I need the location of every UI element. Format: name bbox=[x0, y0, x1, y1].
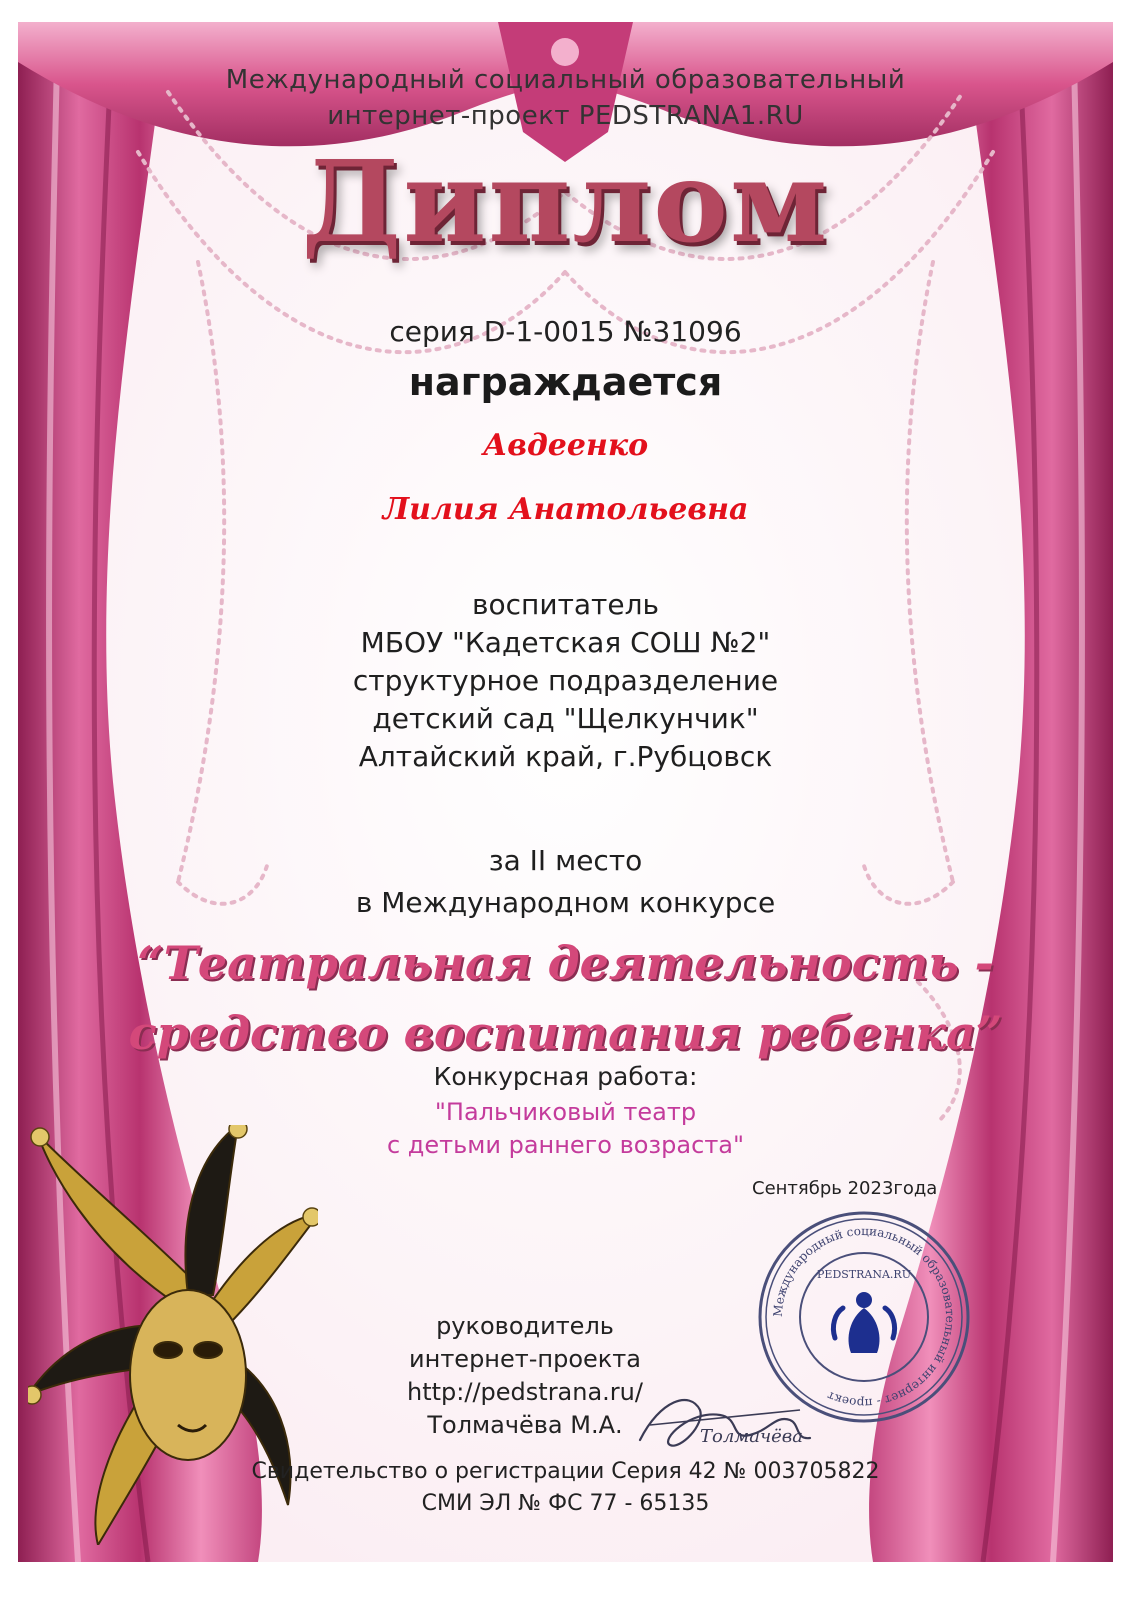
awarded-label: награждается bbox=[408, 360, 723, 404]
leader-name: Толмачёва М.А. bbox=[427, 1411, 623, 1439]
contest-name-line-1: “Театральная деятельность - bbox=[137, 936, 994, 990]
work-title-line-2: с детьми раннего возраста" bbox=[386, 1131, 745, 1159]
registration-certificate: Свидетельство о регистрации Серия 42 № 003705822 bbox=[251, 1459, 880, 1484]
position: воспитатель bbox=[472, 588, 659, 621]
seal-center-text: PEDSTRANA.RU bbox=[817, 1268, 911, 1281]
leader-title: руководитель bbox=[436, 1312, 614, 1340]
leader-website: http://pedstrana.ru/ bbox=[407, 1378, 643, 1406]
project-line-2: интернет-проект PEDSTRANA1.RU bbox=[327, 101, 804, 131]
people-icon bbox=[833, 1292, 894, 1353]
series-number: серия D-1-0015 №31096 bbox=[389, 315, 742, 348]
school-name: МБОУ "Кадетская СОШ №2" bbox=[360, 626, 771, 659]
issue-date: Сентябрь 2023года bbox=[752, 1178, 938, 1199]
registration-info bbox=[0, 1456, 1131, 1520]
work-label: Конкурсная работа: bbox=[433, 1062, 698, 1091]
project-name bbox=[0, 62, 1131, 134]
recipient-given-names: Лилия Анатольевна bbox=[382, 492, 749, 527]
diploma-title: Диплом bbox=[301, 137, 830, 268]
seal-ring-text: Международный социальный образовательный интернет - проект bbox=[770, 1223, 958, 1411]
media-registration: СМИ ЭЛ № ФС 77 - 65135 bbox=[421, 1491, 710, 1516]
place-line: за II место bbox=[488, 844, 643, 877]
placement-block bbox=[0, 840, 1131, 924]
location: Алтайский край, г.Рубцовск bbox=[358, 740, 773, 773]
contest-name-line-2: средство воспитания ребенка” bbox=[128, 1006, 1003, 1060]
contest-name bbox=[0, 928, 1131, 1068]
project-line-1: Международный социальный образовательный bbox=[225, 65, 906, 95]
division: структурное подразделение bbox=[352, 664, 779, 697]
leader-project: интернет-проекта bbox=[409, 1345, 641, 1373]
organization-block bbox=[0, 586, 1131, 776]
signature-text: Толмачёва bbox=[700, 1426, 804, 1447]
work-title-line-1: "Пальчиковый театр bbox=[434, 1098, 697, 1126]
recipient-surname: Авдеенко bbox=[482, 428, 649, 463]
kindergarten-name: детский сад "Щелкунчик" bbox=[372, 702, 759, 735]
contest-intro: в Международном конкурсе bbox=[355, 886, 776, 919]
